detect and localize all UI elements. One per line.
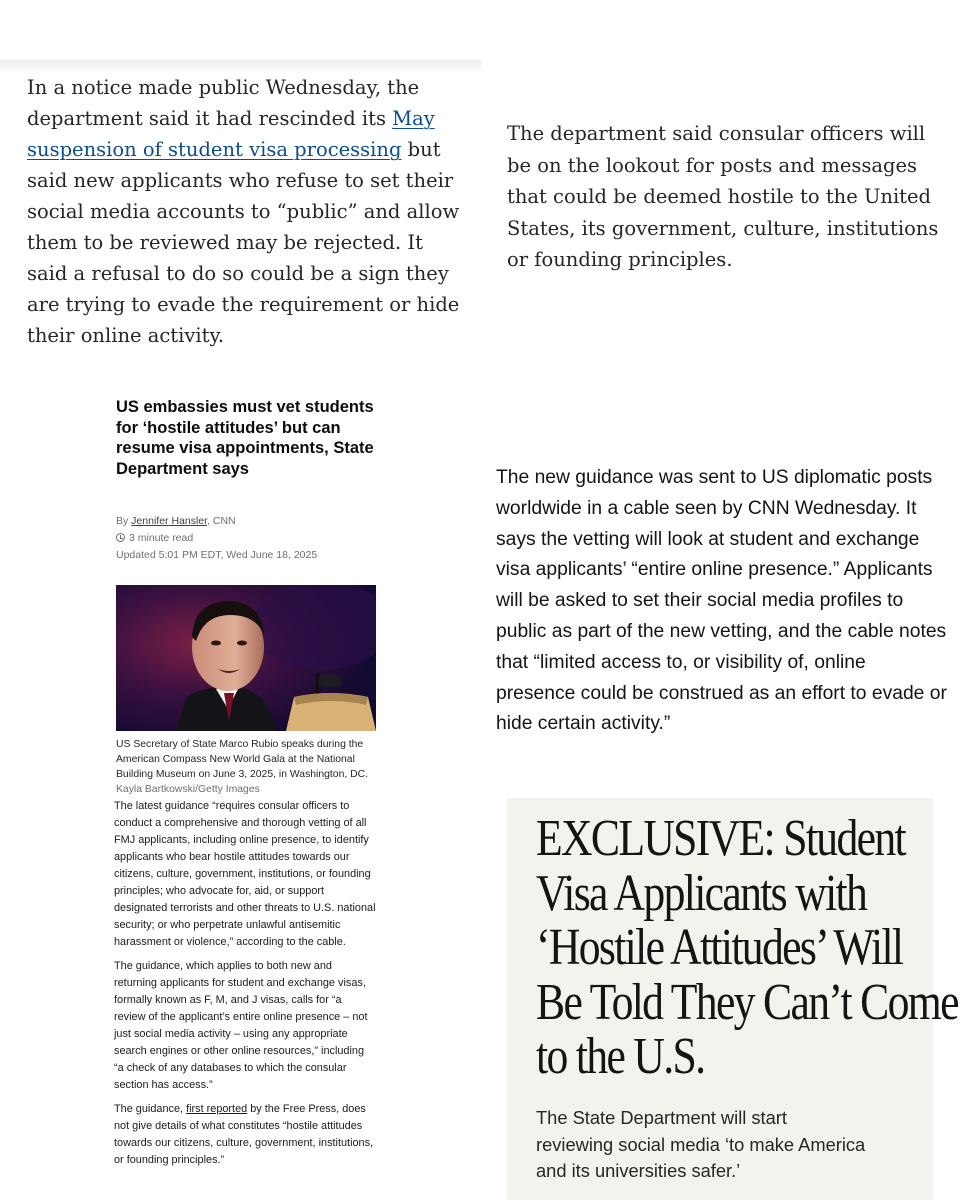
photo-caption bbox=[116, 737, 376, 797]
excerpt-paragraph: The new guidance was sent to US diplomatic posts worldwide in a cable seen by CNN Wednesday. It says the vetting will look at student and exchange visa applicants’ “entire online presence.” Applicants will be asked to set their social media profiles to public as part of the new vetting, and the cable notes that “limited access to, or visibility of, online presence could be construed as an effort to evade or hide certain activity.” bbox=[496, 467, 947, 735]
article-headline: US embassies must vet students for ‘hostile attitudes’ but can resume visa appointments, State Department says bbox=[116, 398, 374, 478]
headline-line: EXCLUSIVE: Student bbox=[536, 810, 905, 867]
article-body bbox=[114, 798, 376, 1176]
excerpt-paragraph bbox=[27, 72, 467, 351]
article-paragraph: The latest guidance “requires consular officers to conduct a comprehensive and thorough vetting of all FMJ applicants, including online presence, to identify applicants who bear hostile attitudes towards our citizens, culture, government, institutions, or founding principles; who advocate for, aid, or support designated terrorists and other threats to U.S. national security; or who perpetrate unlawful antisemitic harassment or violence,” according to the cable. bbox=[114, 800, 376, 948]
paragraph-text-before-link: The guidance, bbox=[114, 1103, 187, 1115]
clock-icon bbox=[116, 533, 125, 542]
first-reported-link[interactable]: first reported bbox=[186, 1103, 248, 1115]
photo-credit: Kayla Bartkowski/Getty Images bbox=[116, 784, 260, 795]
byline-prefix: By bbox=[116, 515, 132, 527]
may-suspension-link[interactable]: May suspension of student visa processing bbox=[27, 107, 435, 161]
free-press-card bbox=[507, 798, 958, 1200]
updated-timestamp: Updated 5:01 PM EDT, Wed June 18, 2025 bbox=[116, 549, 318, 561]
excerpt-paragraph: The department said consular officers will be on the lookout for posts and messages that could be deemed hostile to the United States, its government, culture, institutions or founding principles. bbox=[507, 122, 939, 271]
byline-outlet: , CNN bbox=[207, 515, 236, 527]
article-paragraph: The guidance, which applies to both new and returning applicants for student and exchange visas, formally known as F, M, and J visas, calls for “a review of the applicant’s entire online presence – not just social media activity – using any appropriate search engines or other online resources,” including “a check of any databases to which the consular section has access.” bbox=[114, 960, 368, 1091]
excerpt-top-left bbox=[0, 0, 481, 347]
cnn-article-card bbox=[104, 385, 388, 1200]
free-press-headline bbox=[536, 810, 958, 1085]
headline-line: Visa Applicants with bbox=[536, 864, 867, 922]
article-paragraph bbox=[114, 1101, 376, 1169]
excerpt-text-after-link: but said new applicants who refuse to set their social media accounts to “public” and allow them to be reviewed may be rejected. It said a refusal to do so could be a sign they are trying to evade the requirement or hide their online activity. bbox=[27, 138, 460, 347]
author-link[interactable]: Jennifer Hansler bbox=[131, 515, 208, 527]
free-press-subtitle: The State Department will start reviewing social media ‘to make America and its universities safer.’ bbox=[536, 1107, 866, 1181]
paragraph-text-after-link: by the Free Press, does not give details of what constitutes “hostile attitudes towards our citizens, culture, government, institutions, or founding principles.” bbox=[114, 1103, 374, 1166]
headline-line: to the U.S. bbox=[536, 1028, 705, 1085]
headline-line: Be Told They Can’t Come bbox=[536, 973, 958, 1031]
read-time-text: 3 minute read bbox=[129, 532, 194, 544]
byline bbox=[116, 515, 236, 527]
read-time bbox=[116, 532, 193, 544]
podium-speaker-photo bbox=[116, 585, 376, 731]
headline-line: ‘Hostile Attitudes’ Will bbox=[536, 919, 903, 976]
speaker-illustration bbox=[116, 585, 376, 731]
caption-text: US Secretary of State Marco Rubio speaks during the American Compass New World Gala at the National Building Museum on June 3, 2025, in Washington, DC. bbox=[116, 739, 369, 780]
excerpt-text-before-link: In a notice made public Wednesday, the department said it had rescinded its bbox=[27, 76, 420, 130]
